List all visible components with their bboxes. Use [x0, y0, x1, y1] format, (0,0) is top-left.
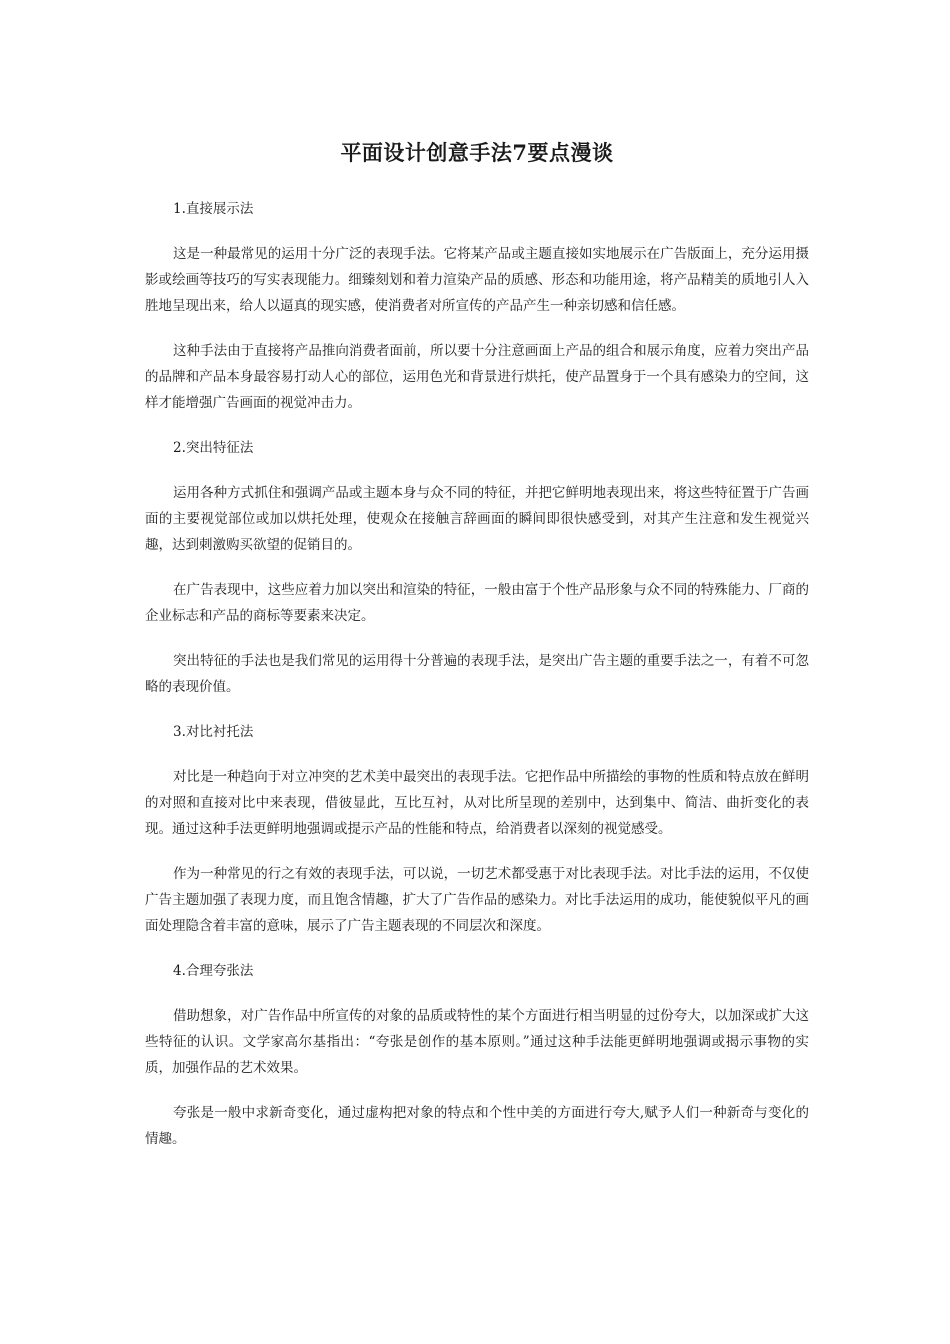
section-contrast [145, 719, 809, 939]
section-heading: 2.突出特征法 [173, 440, 254, 456]
section-direct-display [145, 196, 809, 416]
paragraph: 作为一种常见的行之有效的表现手法，可以说，一切艺术都受惠于对比表现手法。对比手法的运用，不仅使广告主题加强了表现力度，而且饱含情趣，扩大了广告作品的感染力。对比手法运用的成功，能使貌似平凡的画面处理隐含着丰富的意味，展示了广告主题表现的不同层次和深度。 [145, 866, 809, 934]
paragraph: 这种手法由于直接将产品推向消费者面前，所以要十分注意画面上产品的组合和展示角度，应着力突出产品的品牌和产品本身最容易打动人心的部位，运用色光和背景进行烘托，使产品置身于一个具有感染力的空间，这样才能增强广告画面的视觉冲击力。 [145, 343, 809, 411]
paragraph: 运用各种方式抓住和强调产品或主题本身与众不同的特征，并把它鲜明地表现出来，将这些特征置于广告画面的主要视觉部位或加以烘托处理，使观众在接触言辞画面的瞬间即很快感受到，对其产生注意和发生视觉兴趣，达到刺激购买欲望的促销目的。 [145, 485, 809, 553]
section-exaggeration [145, 958, 809, 1152]
paragraph: 对比是一种趋向于对立冲突的艺术美中最突出的表现手法。它把作品中所描绘的事物的性质和特点放在鲜明的对照和直接对比中来表现，借彼显此，互比互衬，从对比所呈现的差别中，达到集中、简洁、曲折变化的表现。通过这种手法更鲜明地强调或提示产品的性能和特点，给消费者以深刻的视觉感受。 [145, 769, 809, 837]
paragraph: 这是一种最常见的运用十分广泛的表现手法。它将某产品或主题直接如实地展示在广告版面上，充分运用摄影或绘画等技巧的写实表现能力。细臻刻划和着力渲染产品的质感、形态和功能用途，将产品精美的质地引人入胜地呈现出来，给人以逼真的现实感，使消费者对所宣传的产品产生一种亲切感和信任感。 [145, 246, 809, 314]
section-highlight-features [145, 435, 809, 700]
paragraph: 在广告表现中，这些应着力加以突出和渲染的特征，一般由富于个性产品形象与众不同的特殊能力、厂商的企业标志和产品的商标等要素来决定。 [145, 582, 809, 624]
paragraph: 夸张是一般中求新奇变化，通过虚构把对象的特点和个性中美的方面进行夸大,赋予人们一种新奇与变化的情趣。 [145, 1105, 809, 1147]
paragraph: 借助想象，对广告作品中所宣传的对象的品质或特性的某个方面进行相当明显的过份夸大，以加深或扩大这些特征的认识。文学家高尔基指出：“夸张是创作的基本原则。”通过这种手法能更鲜明地强调或揭示事物的实质，加强作品的艺术效果。 [145, 1008, 809, 1076]
document-title: 平面设计创意手法7要点漫谈 [340, 140, 614, 165]
section-heading: 4.合理夸张法 [173, 963, 254, 979]
section-heading: 1.直接展示法 [173, 201, 254, 217]
document-body [145, 196, 809, 1171]
paragraph: 突出特征的手法也是我们常见的运用得十分普遍的表现手法，是突出广告主题的重要手法之一，有着不可忽略的表现价值。 [145, 653, 809, 695]
section-heading: 3.对比衬托法 [173, 724, 254, 740]
